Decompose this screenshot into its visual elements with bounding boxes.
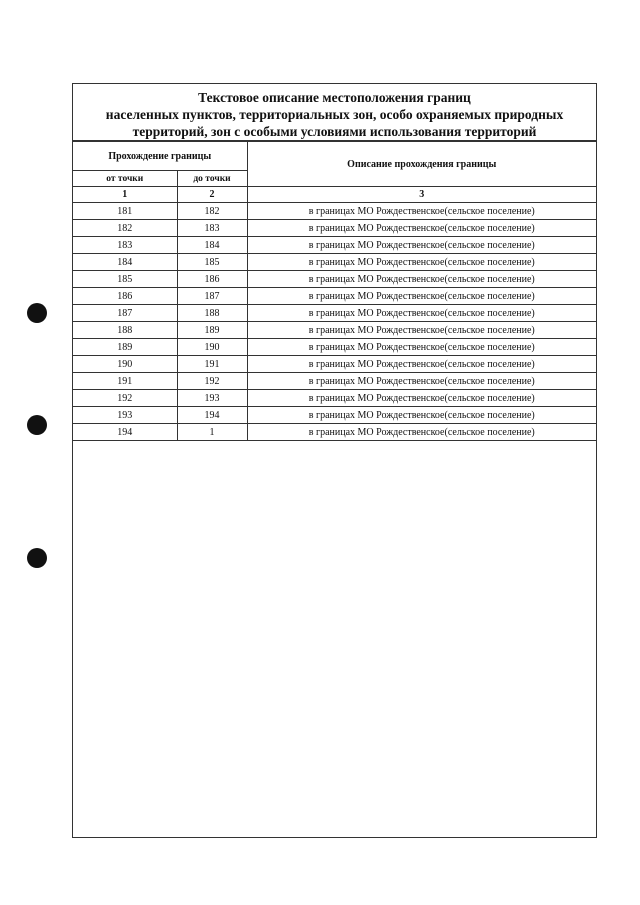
header-from-point: от точки bbox=[73, 171, 177, 187]
cell-description: в границах МО Рождественское(сельское поселение) bbox=[247, 237, 596, 254]
header-description: Описание прохождения границы bbox=[247, 142, 596, 187]
cell-to-point: 193 bbox=[177, 390, 247, 407]
cell-description: в границах МО Рождественское(сельское поселение) bbox=[247, 271, 596, 288]
cell-description: в границах МО Рождественское(сельское поселение) bbox=[247, 390, 596, 407]
binder-hole-top bbox=[27, 303, 47, 323]
cell-from-point: 192 bbox=[73, 390, 177, 407]
cell-description: в границах МО Рождественское(сельское поселение) bbox=[247, 203, 596, 220]
document-frame bbox=[72, 83, 597, 838]
cell-description: в границах МО Рождественское(сельское поселение) bbox=[247, 356, 596, 373]
cell-from-point: 184 bbox=[73, 254, 177, 271]
cell-from-point: 194 bbox=[73, 424, 177, 441]
column-index-3: 3 bbox=[247, 187, 596, 203]
column-index-2: 2 bbox=[177, 187, 247, 203]
cell-description: в границах МО Рождественское(сельское поселение) bbox=[247, 373, 596, 390]
cell-description: в границах МО Рождественское(сельское поселение) bbox=[247, 220, 596, 237]
cell-to-point: 189 bbox=[177, 322, 247, 339]
cell-to-point: 186 bbox=[177, 271, 247, 288]
document-title bbox=[73, 84, 596, 141]
cell-to-point: 194 bbox=[177, 407, 247, 424]
table-row bbox=[73, 356, 596, 373]
cell-description: в границах МО Рождественское(сельское поселение) bbox=[247, 254, 596, 271]
table-row bbox=[73, 305, 596, 322]
table-row bbox=[73, 220, 596, 237]
cell-from-point: 181 bbox=[73, 203, 177, 220]
table-row bbox=[73, 339, 596, 356]
cell-to-point: 185 bbox=[177, 254, 247, 271]
table-row bbox=[73, 254, 596, 271]
cell-from-point: 182 bbox=[73, 220, 177, 237]
cell-to-point: 183 bbox=[177, 220, 247, 237]
cell-description: в границах МО Рождественское(сельское поселение) bbox=[247, 288, 596, 305]
cell-description: в границах МО Рождественское(сельское поселение) bbox=[247, 407, 596, 424]
header-passage: Прохождение границы bbox=[73, 142, 247, 171]
title-line-1: Текстовое описание местоположения границ bbox=[198, 90, 471, 105]
table-row bbox=[73, 237, 596, 254]
column-index-row bbox=[73, 187, 596, 203]
cell-from-point: 190 bbox=[73, 356, 177, 373]
table-row bbox=[73, 424, 596, 441]
cell-description: в границах МО Рождественское(сельское поселение) bbox=[247, 305, 596, 322]
cell-to-point: 190 bbox=[177, 339, 247, 356]
title-line-2: населенных пунктов, территориальных зон, особо охраняемых природных bbox=[105, 107, 564, 122]
cell-from-point: 185 bbox=[73, 271, 177, 288]
cell-to-point: 191 bbox=[177, 356, 247, 373]
table-row bbox=[73, 390, 596, 407]
title-line-3: территорий, зон с особыми условиями использования территорий bbox=[132, 124, 537, 139]
cell-description: в границах МО Рождественское(сельское поселение) bbox=[247, 322, 596, 339]
table-row bbox=[73, 407, 596, 424]
cell-from-point: 193 bbox=[73, 407, 177, 424]
table-row bbox=[73, 322, 596, 339]
cell-to-point: 187 bbox=[177, 288, 247, 305]
cell-from-point: 188 bbox=[73, 322, 177, 339]
table-row bbox=[73, 271, 596, 288]
table-row bbox=[73, 373, 596, 390]
table-row bbox=[73, 203, 596, 220]
cell-to-point: 184 bbox=[177, 237, 247, 254]
cell-description: в границах МО Рождественское(сельское поселение) bbox=[247, 424, 596, 441]
cell-from-point: 187 bbox=[73, 305, 177, 322]
cell-to-point: 192 bbox=[177, 373, 247, 390]
boundary-table bbox=[73, 141, 596, 441]
cell-description: в границах МО Рождественское(сельское поселение) bbox=[247, 339, 596, 356]
cell-from-point: 189 bbox=[73, 339, 177, 356]
cell-to-point: 1 bbox=[177, 424, 247, 441]
cell-from-point: 183 bbox=[73, 237, 177, 254]
header-to-point: до точки bbox=[177, 171, 247, 187]
cell-to-point: 182 bbox=[177, 203, 247, 220]
table-row bbox=[73, 288, 596, 305]
binder-hole-middle bbox=[27, 415, 47, 435]
header-row bbox=[73, 142, 596, 171]
cell-to-point: 188 bbox=[177, 305, 247, 322]
cell-from-point: 186 bbox=[73, 288, 177, 305]
column-index-1: 1 bbox=[73, 187, 177, 203]
binder-hole-bottom bbox=[27, 548, 47, 568]
cell-from-point: 191 bbox=[73, 373, 177, 390]
